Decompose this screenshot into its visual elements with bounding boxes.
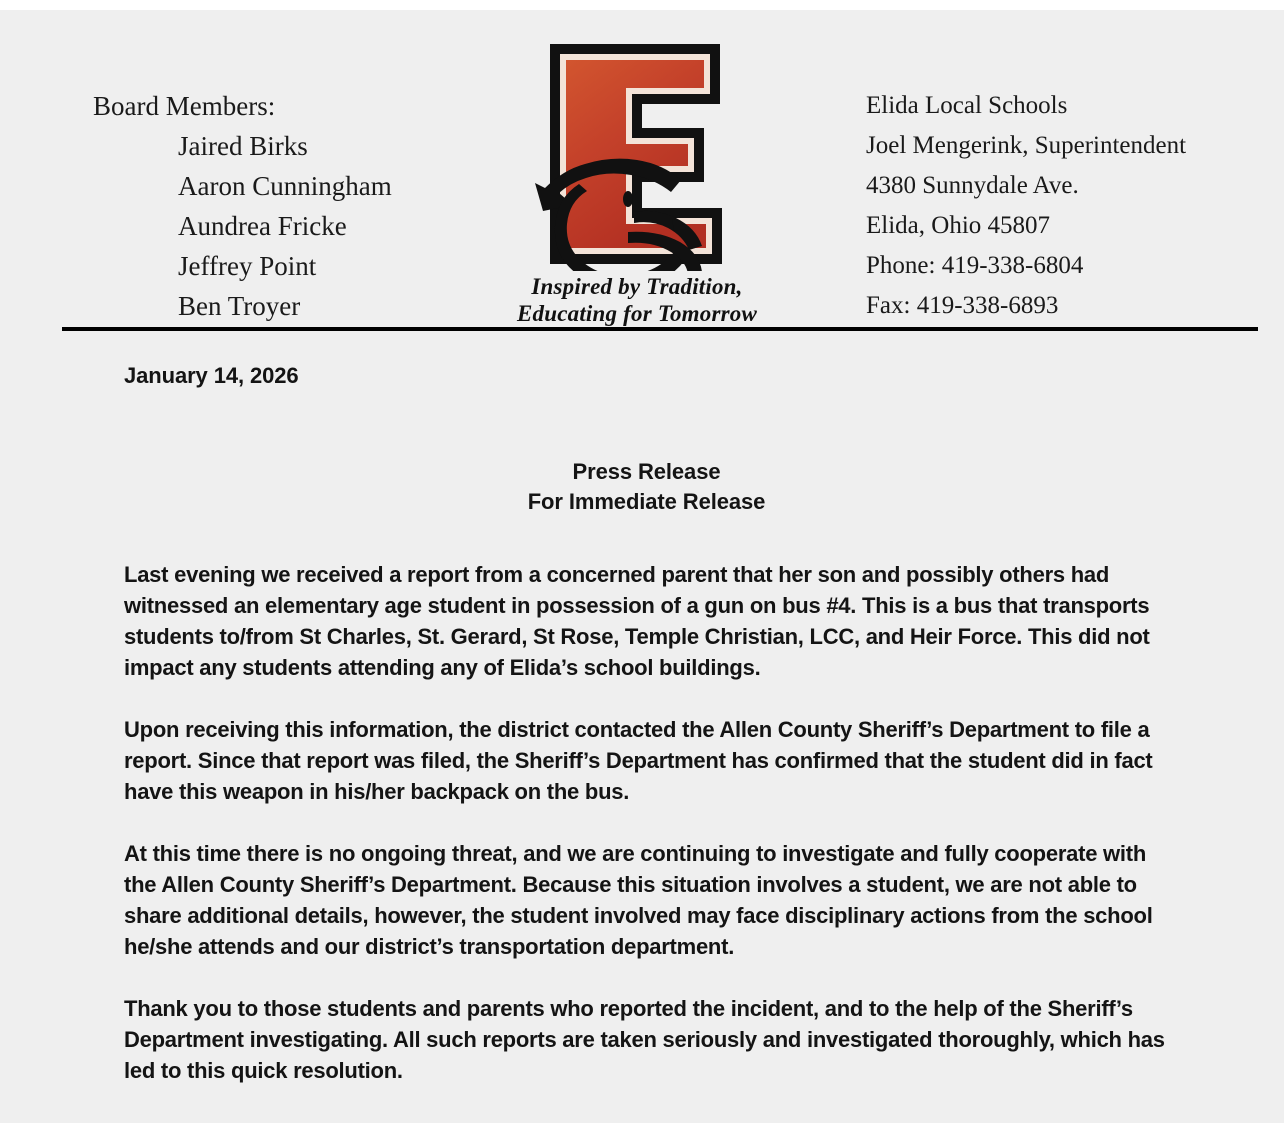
letter-paragraphs <box>124 559 1169 1086</box>
contact-line-phone: Phone: 419-338-6804 <box>866 252 1084 279</box>
press-release-subtitle: For Immediate Release <box>527 489 766 514</box>
contact-line-fax: Fax: 419-338-6893 <box>866 292 1059 319</box>
letter-paragraph-1: Last evening we received a report from a concerned parent that her son and possibly others had witnessed an elementary age student in possession of a gun on bus #4. This is a bus that transports students to/from St Charles, St. Gerard, St Rose, Temple Christian, LCC, and Heir Force. This did not impact any students attending any of Elida’s school buildings. <box>124 562 1150 680</box>
page-top-margin <box>0 0 1284 10</box>
board-member-2: Aaron Cunningham <box>178 171 392 201</box>
press-release-header <box>124 457 1169 517</box>
contact-line-superintendent: Joel Mengerink, Superintendent <box>866 132 1187 159</box>
letter-paragraph-3: At this time there is no ongoing threat, and we are continuing to investigate and fully cooperate with the Allen County Sheriff’s Department. Because this situation involves a student, we are not able to share additional details, however, the student involved may face disciplinary actions from the school he/she attends and our district’s transportation department. <box>124 841 1153 959</box>
contact-line-district: Elida Local Schools <box>866 92 1068 119</box>
elida-e-logo-mark <box>522 36 752 271</box>
board-members-block <box>93 86 392 326</box>
district-contact-block <box>866 86 1186 326</box>
letter-paragraph-2: Upon receiving this information, the district contacted the Allen County Sheriff’s Department to file a report. Since that report was filed, the Sheriff’s Department has confirmed that the student did in fact have this weapon in his/her backpack on the bus. <box>124 717 1153 804</box>
board-members-title: Board Members: <box>93 91 276 121</box>
letter-date: January 14, 2026 <box>124 363 299 388</box>
contact-line-street: 4380 Sunnydale Ave. <box>866 172 1079 199</box>
letterhead <box>0 10 1284 326</box>
district-logo <box>487 36 787 326</box>
logo-svg <box>522 36 752 271</box>
board-member-3: Aundrea Fricke <box>178 211 347 241</box>
letter-body <box>124 363 1169 1086</box>
letterhead-divider-rule <box>62 327 1258 331</box>
board-member-1: Jaired Birks <box>178 131 308 161</box>
contact-line-city-state-zip: Elida, Ohio 45807 <box>866 212 1051 239</box>
press-release-title: Press Release <box>572 459 721 484</box>
board-member-5: Ben Troyer <box>178 291 301 321</box>
letter-paragraph-4: Thank you to those students and parents who reported the incident, and to the help of the Sheriff’s Department investigating. All such reports are taken seriously and investigated thoroughly, which has led to this quick resolution. <box>124 996 1165 1083</box>
tagline-line-2: Educating for Tomorrow <box>517 301 757 326</box>
tagline-line-1: Inspired by Tradition, <box>531 274 743 299</box>
board-member-4: Jeffrey Point <box>178 251 317 281</box>
logo-tagline <box>487 273 787 327</box>
